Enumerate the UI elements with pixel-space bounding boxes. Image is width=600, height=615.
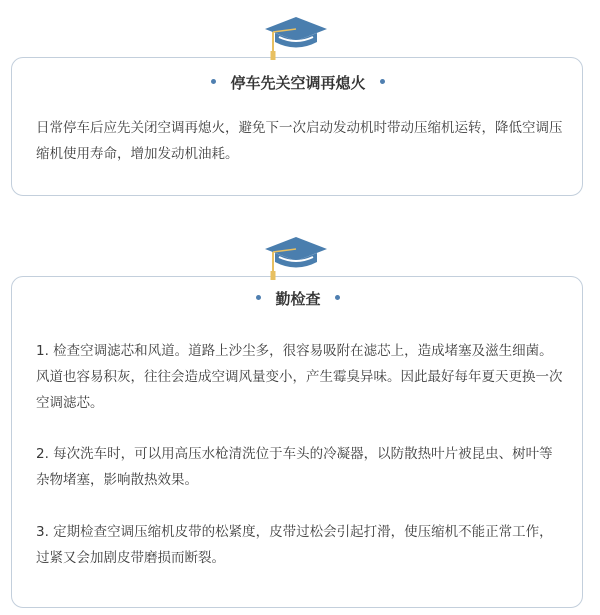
section-card-stop-car [11, 57, 583, 196]
section-paragraph: 2. 每次洗车时，可以用高压水枪清洗位于车头的冷凝器，以防散热叶片被昆虫、树叶等杂物堵塞，影响散热效果。 [36, 446, 553, 488]
graduation-cap-icon [261, 13, 331, 63]
section-title: 勤检查 [275, 290, 321, 308]
bullet-dot-icon [380, 79, 385, 84]
section-title-row [12, 73, 584, 93]
bullet-dot-icon [211, 79, 216, 84]
section-title-row [12, 289, 584, 309]
section-paragraph: 1. 检查空调滤芯和风道。道路上沙尘多，很容易吸附在滤芯上，造成堵塞及滋生细菌。风道也容易积灰，往往会造成空调风量变小，产生霉臭异味。因此最好每年夏天更换一次空调滤芯。 [36, 343, 563, 411]
bullet-dot-icon [335, 295, 340, 300]
bullet-dot-icon [256, 295, 261, 300]
section-title: 停车先关空调再熄火 [230, 74, 366, 92]
graduation-cap-icon [261, 233, 331, 283]
section-card-check [11, 276, 583, 608]
section-paragraph: 3. 定期检查空调压缩机皮带的松紧度，皮带过松会引起打滑，使压缩机不能正常工作，过紧又会加剧皮带磨损而断裂。 [36, 524, 553, 566]
section-paragraph: 日常停车后应先关闭空调再熄火，避免下一次启动发动机时带动压缩机运转，降低空调压缩机使用寿命，增加发动机油耗。 [36, 120, 563, 162]
